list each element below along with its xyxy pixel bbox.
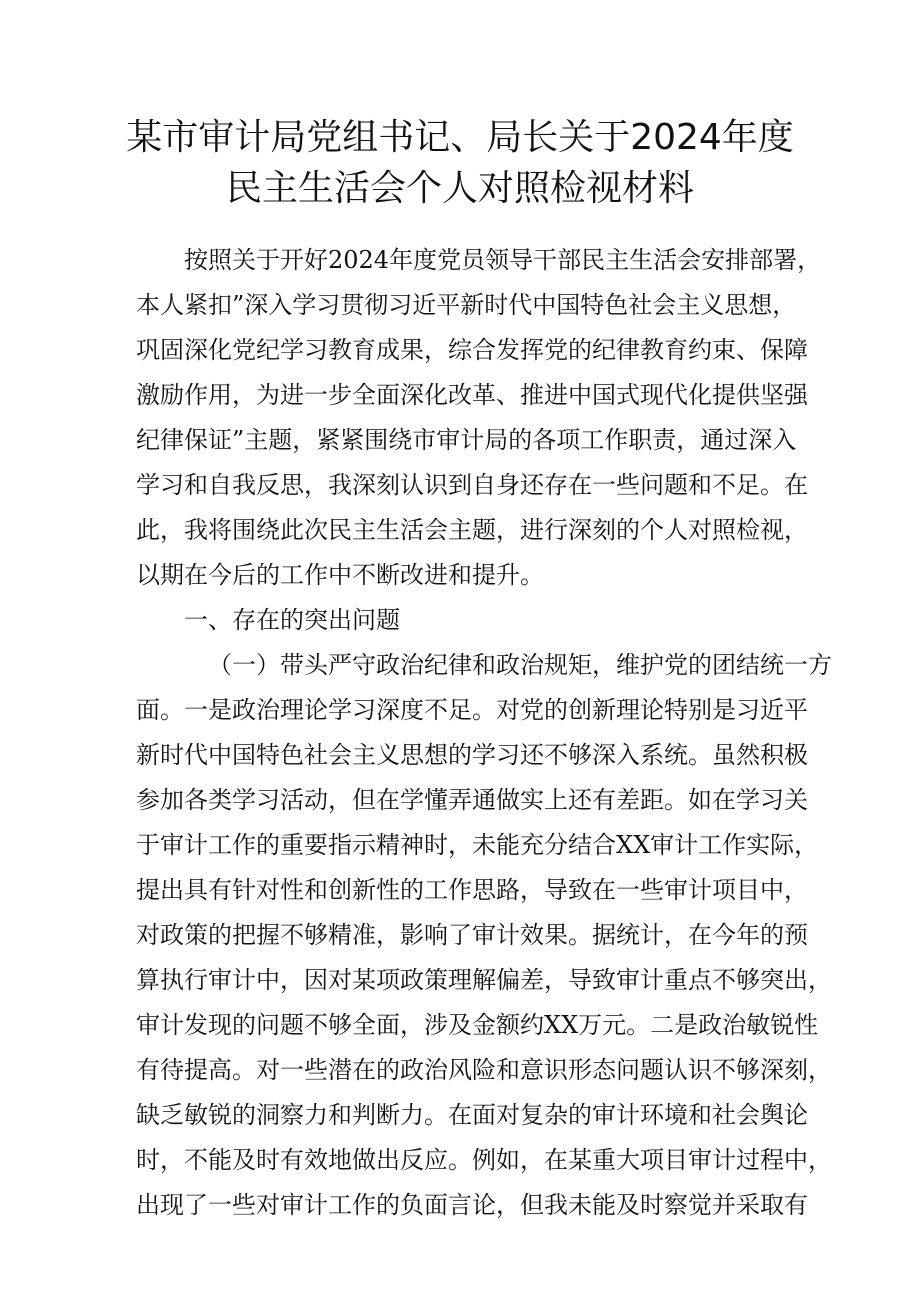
text-line: 于审计工作的重要指示精神时，未能充分结合XX审计工作实际， bbox=[136, 831, 819, 859]
text-line: 新时代中国特色社会主义思想的学习还不够深入系统。虽然积极 bbox=[136, 741, 808, 769]
text-line: 激励作用，为进一步全面深化改革、推进中国式现代化提供坚强 bbox=[136, 381, 808, 409]
text-line: 巩固深化党纪学习教育成果，综合发挥党的纪律教育约束、保障 bbox=[136, 336, 808, 364]
section-heading bbox=[136, 598, 796, 643]
text-line: 此，我将围绕此次民主生活会主题，进行深刻的个人对照检视， bbox=[136, 516, 808, 544]
text-line: 提出具有针对性和创新性的工作思路，导致在一些审计项目中， bbox=[136, 876, 808, 904]
text-line: 审计发现的问题不够全面，涉及金额约XX万元。二是政治敏锐性 bbox=[136, 1011, 819, 1039]
text-line: 时，不能及时有效地做出反应。例如，在某重大项目审计过程中， bbox=[136, 1146, 832, 1174]
text-line: 出现了一些对审计工作的负面言论，但我未能及时察觉并采取有 bbox=[136, 1191, 808, 1219]
text-line: 学习和自我反思，我深刻认识到自身还存在一些问题和不足。在 bbox=[136, 471, 808, 499]
text-line: 缺乏敏锐的洞察力和判断力。在面对复杂的审计环境和社会舆论 bbox=[136, 1101, 808, 1129]
section-heading-text: 一、存在的突出问题 bbox=[184, 606, 400, 634]
text-line: 对政策的把握不够精准，影响了审计效果。据统计，在今年的预 bbox=[136, 921, 808, 949]
document-body bbox=[136, 238, 832, 1228]
text-line: （一）带头严守政治纪律和政治规矩，维护党的团结统一方 bbox=[208, 651, 832, 679]
text-line: 按照关于开好2024年度党员领导干部民主生活会安排部署， bbox=[184, 246, 822, 274]
text-line: 参加各类学习活动，但在学懂弄通做实上还有差距。如在学习关 bbox=[136, 786, 808, 814]
intro-paragraph bbox=[136, 238, 822, 598]
text-line: 面。一是政治理论学习深度不足。对党的创新理论特别是习近平 bbox=[136, 696, 808, 724]
problem-paragraph bbox=[136, 643, 832, 1228]
text-line: 以期在今后的工作中不断改进和提升。 bbox=[136, 561, 544, 589]
text-line: 纪律保证”主题，紧紧围绕市审计局的各项工作职责，通过深入 bbox=[136, 426, 797, 454]
text-line: 有待提高。对一些潜在的政治风险和意识形态问题认识不够深刻， bbox=[136, 1056, 832, 1084]
text-line: 算执行审计中，因对某项政策理解偏差，导致审计重点不够突出， bbox=[136, 966, 832, 994]
document-title-line-2: 民主生活会个人对照检视材料 bbox=[225, 168, 694, 209]
document-title-line-1: 某市审计局党组书记、局长关于2024年度 bbox=[126, 117, 794, 158]
text-line: 本人紧扣”深入学习贯彻习近平新时代中国特色社会主义思想， bbox=[136, 291, 797, 319]
